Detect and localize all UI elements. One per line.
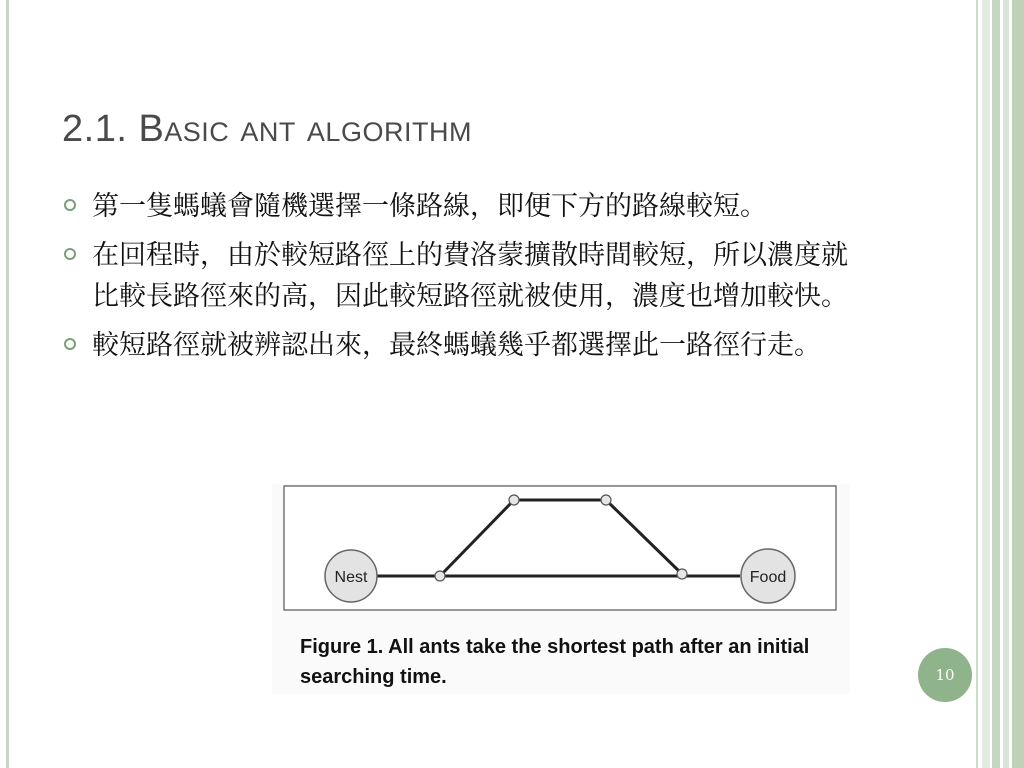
junction-node	[435, 571, 445, 581]
bullet-circle-icon	[64, 248, 76, 260]
junction-node	[601, 495, 611, 505]
bullet-list	[64, 186, 864, 374]
bullet-item	[64, 186, 864, 227]
bullet-text: 較短路徑就被辨認出來，最終螞蟻幾乎都選擇此一路徑行走。	[92, 330, 821, 361]
bullet-item	[64, 325, 864, 366]
bullet-text: 第一隻螞蟻會隨機選擇一條路線，即便下方的路線較短。	[92, 191, 767, 222]
page-number-badge: 10	[918, 648, 972, 702]
bullet-item	[64, 235, 864, 317]
right-stripe-5	[1012, 0, 1024, 768]
right-stripe-1	[976, 0, 978, 768]
food-label: Food	[749, 569, 787, 586]
right-stripe-3	[992, 0, 1000, 768]
junction-node	[509, 495, 519, 505]
ant-path-diagram	[272, 484, 850, 634]
bullet-text: 在回程時，由於較短路徑上的費洛蒙擴散時間較短，所以濃度就比較長路徑來的高，因此較短路徑就被使用，濃度也增加較快。	[92, 240, 848, 312]
ant-path-figure	[272, 484, 850, 694]
right-stripe-2	[982, 0, 990, 768]
figure-caption: Figure 1. All ants take the shortest path after an initial searching time.	[300, 636, 810, 688]
bullet-circle-icon	[64, 199, 76, 211]
slide-title: 2.1. Basic ant algorithm	[62, 108, 472, 150]
bullet-circle-icon	[64, 338, 76, 350]
left-frame-line	[6, 0, 9, 768]
junction-node	[677, 569, 687, 579]
nest-label: Nest	[334, 569, 368, 586]
right-stripe-4	[1003, 0, 1009, 768]
